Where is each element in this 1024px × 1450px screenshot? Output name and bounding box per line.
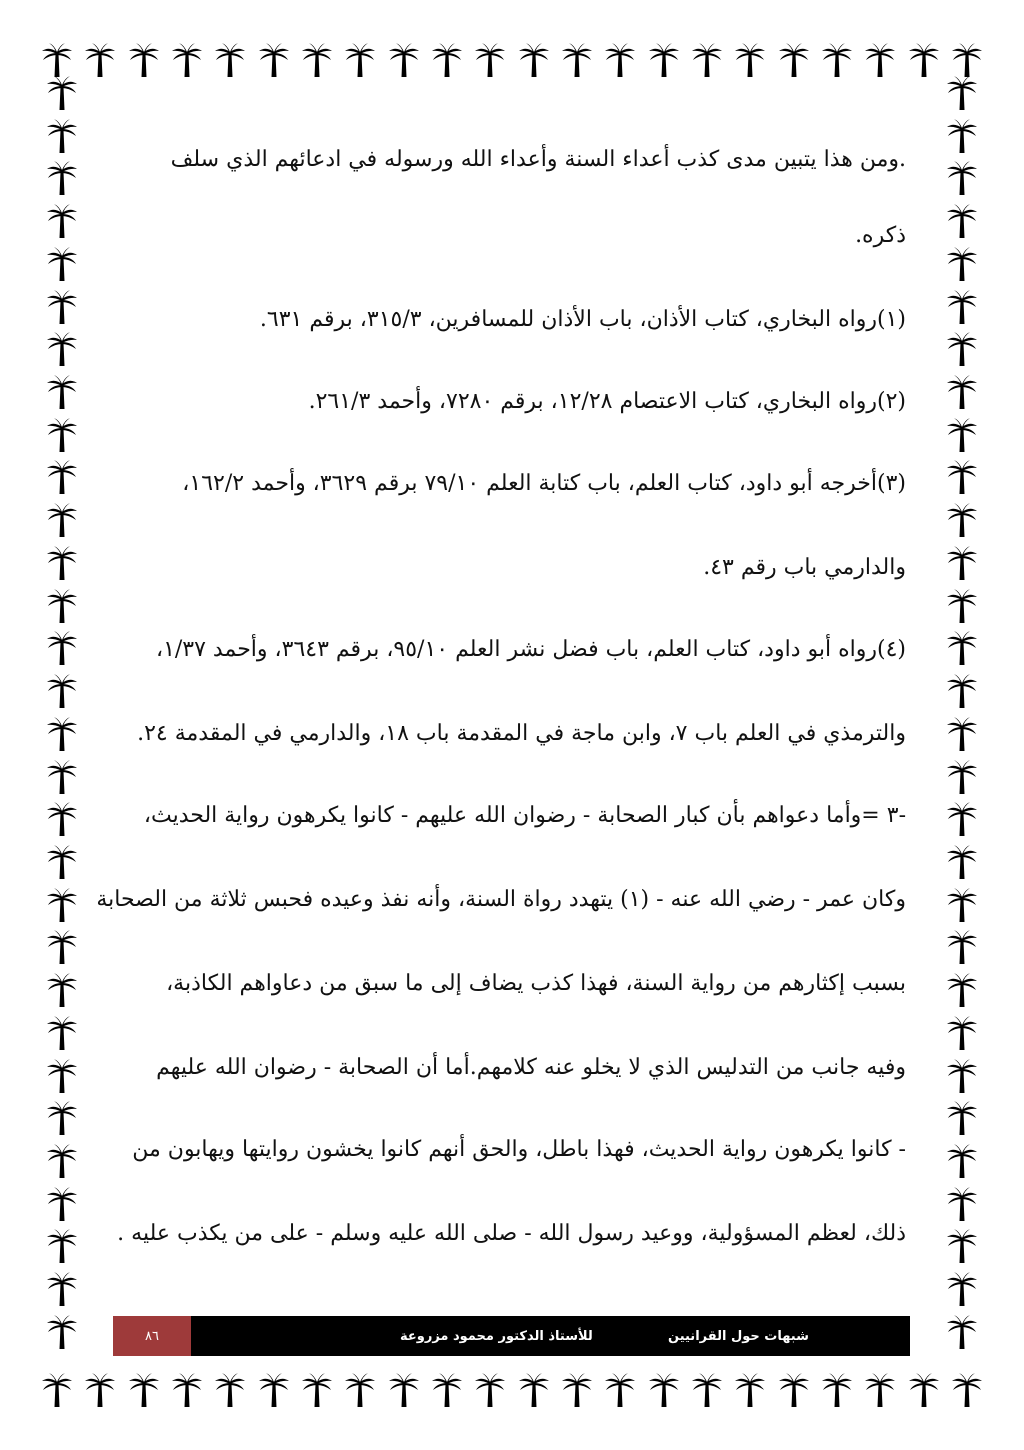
palm-tree-icon bbox=[45, 160, 79, 196]
palm-tree-icon bbox=[45, 588, 79, 624]
palm-tree-icon bbox=[945, 929, 979, 965]
palm-tree-icon bbox=[945, 1271, 979, 1307]
palm-tree-icon bbox=[387, 42, 421, 78]
palm-tree-icon bbox=[945, 160, 979, 196]
palm-tree-icon bbox=[517, 1372, 551, 1408]
text-line: وكان عمر - رضي الله عنه - (١) يتهدد رواة السنة، وأنه نفذ وعيده فحبس ثلاثة من الصحابة bbox=[96, 887, 906, 912]
palm-tree-icon bbox=[45, 459, 79, 495]
footnote-3-cont: والدارمي باب رقم ٤٣. bbox=[703, 555, 906, 580]
palm-tree-icon bbox=[45, 246, 79, 282]
palm-tree-icon bbox=[213, 1372, 247, 1408]
palm-tree-icon bbox=[127, 1372, 161, 1408]
palm-tree-icon bbox=[257, 42, 291, 78]
palm-tree-icon bbox=[45, 289, 79, 325]
palm-tree-icon bbox=[213, 42, 247, 78]
footer-book-title: شبهات حول القرانيين bbox=[668, 1328, 809, 1344]
palm-tree-icon bbox=[945, 118, 979, 154]
palm-tree-icon bbox=[300, 42, 334, 78]
palm-tree-icon bbox=[45, 1314, 79, 1350]
palm-tree-icon bbox=[945, 1186, 979, 1222]
palm-tree-icon bbox=[257, 1372, 291, 1408]
palm-tree-icon bbox=[45, 1058, 79, 1094]
palm-tree-icon bbox=[45, 75, 79, 111]
palm-tree-icon bbox=[647, 1372, 681, 1408]
palm-tree-icon bbox=[945, 630, 979, 666]
footnote-1: (١)رواه البخاري، كتاب الأذان، باب الأذان للمسافرين، ٣١٥/٣، برقم ٦٣١. bbox=[259, 307, 906, 332]
palm-tree-icon bbox=[517, 42, 551, 78]
palm-tree-icon bbox=[647, 42, 681, 78]
palm-tree-icon bbox=[945, 1100, 979, 1136]
palm-tree-icon bbox=[45, 374, 79, 410]
palm-tree-icon bbox=[820, 42, 854, 78]
palm-tree-icon bbox=[603, 42, 637, 78]
palm-tree-icon bbox=[45, 929, 79, 965]
palm-tree-icon bbox=[945, 759, 979, 795]
palm-tree-icon bbox=[945, 417, 979, 453]
palm-tree-icon bbox=[83, 1372, 117, 1408]
palm-tree-icon bbox=[45, 118, 79, 154]
palm-tree-icon bbox=[690, 1372, 724, 1408]
palm-tree-icon bbox=[45, 417, 79, 453]
palm-tree-icon bbox=[945, 844, 979, 880]
palm-tree-icon bbox=[945, 502, 979, 538]
palm-tree-icon bbox=[945, 1228, 979, 1264]
palm-tree-icon bbox=[950, 1372, 984, 1408]
page-footer bbox=[113, 1316, 910, 1356]
text-line: ذكره. bbox=[855, 223, 906, 248]
palm-tree-icon bbox=[45, 1271, 79, 1307]
palm-tree-icon bbox=[45, 887, 79, 923]
palm-tree-icon bbox=[863, 42, 897, 78]
palm-tree-icon bbox=[950, 42, 984, 78]
palm-tree-icon bbox=[945, 246, 979, 282]
palm-tree-icon bbox=[945, 545, 979, 581]
text-line: - كانوا يكرهون رواية الحديث، فهذا باطل، والحق أنهم كانوا يخشون روايتها ويهابون من bbox=[132, 1137, 906, 1162]
text-line: -٣ =وأما دعواهم بأن كبار الصحابة - رضوان الله عليهم - كانوا يكرهون رواية الحديث، bbox=[143, 803, 906, 828]
palm-tree-icon bbox=[45, 203, 79, 239]
palm-tree-icon bbox=[430, 42, 464, 78]
palm-tree-icon bbox=[733, 1372, 767, 1408]
palm-tree-icon bbox=[45, 1143, 79, 1179]
palm-tree-icon bbox=[945, 801, 979, 837]
palm-tree-icon bbox=[343, 42, 377, 78]
palm-tree-icon bbox=[820, 1372, 854, 1408]
palm-tree-icon bbox=[945, 75, 979, 111]
border-left bbox=[42, 75, 82, 1350]
palm-tree-icon bbox=[45, 759, 79, 795]
palm-tree-icon bbox=[45, 972, 79, 1008]
palm-tree-icon bbox=[777, 1372, 811, 1408]
palm-tree-icon bbox=[45, 1186, 79, 1222]
text-line: ذلك، لعظم المسؤولية، ووعيد رسول الله - صلى الله عليه وسلم - على من يكذب عليه . bbox=[117, 1221, 906, 1246]
palm-tree-icon bbox=[690, 42, 724, 78]
palm-tree-icon bbox=[945, 331, 979, 367]
text-line: وفيه جانب من التدليس الذي لا يخلو عنه كلامهم.أما أن الصحابة - رضوان الله عليهم bbox=[156, 1055, 906, 1080]
palm-tree-icon bbox=[45, 502, 79, 538]
palm-tree-icon bbox=[603, 1372, 637, 1408]
palm-tree-icon bbox=[945, 972, 979, 1008]
palm-tree-icon bbox=[45, 1015, 79, 1051]
palm-tree-icon bbox=[45, 1228, 79, 1264]
border-bottom bbox=[40, 1370, 984, 1410]
palm-tree-icon bbox=[945, 203, 979, 239]
palm-tree-icon bbox=[945, 1143, 979, 1179]
palm-tree-icon bbox=[83, 42, 117, 78]
palm-tree-icon bbox=[560, 42, 594, 78]
palm-tree-icon bbox=[170, 1372, 204, 1408]
palm-tree-icon bbox=[45, 716, 79, 752]
palm-tree-icon bbox=[945, 459, 979, 495]
palm-tree-icon bbox=[907, 42, 941, 78]
border-right bbox=[942, 75, 982, 1350]
palm-tree-icon bbox=[45, 673, 79, 709]
text-line: .ومن هذا يتبين مدى كذب أعداء السنة وأعداء الله ورسوله في ادعائهم الذي سلف bbox=[170, 147, 906, 172]
palm-tree-icon bbox=[907, 1372, 941, 1408]
border-top bbox=[40, 40, 984, 80]
palm-tree-icon bbox=[945, 374, 979, 410]
palm-tree-icon bbox=[45, 630, 79, 666]
palm-tree-icon bbox=[300, 1372, 334, 1408]
footnote-4-cont: والترمذي في العلم باب ٧، وابن ماجة في المقدمة باب ١٨، والدارمي في المقدمة ٢٤. bbox=[137, 721, 906, 746]
footer-author: للأستاذ الدكتور محمود مزروعة bbox=[400, 1328, 593, 1344]
palm-tree-icon bbox=[45, 545, 79, 581]
palm-tree-icon bbox=[733, 42, 767, 78]
palm-tree-icon bbox=[473, 1372, 507, 1408]
palm-tree-icon bbox=[945, 673, 979, 709]
palm-tree-icon bbox=[945, 1314, 979, 1350]
palm-tree-icon bbox=[430, 1372, 464, 1408]
palm-tree-icon bbox=[945, 887, 979, 923]
footnote-2: (٢)رواه البخاري، كتاب الاعتصام ١٢/٢٨، برقم ٧٢٨٠، وأحمد ٢٦١/٣. bbox=[308, 389, 906, 414]
palm-tree-icon bbox=[45, 844, 79, 880]
palm-tree-icon bbox=[945, 1015, 979, 1051]
palm-tree-icon bbox=[45, 1100, 79, 1136]
palm-tree-icon bbox=[40, 42, 74, 78]
palm-tree-icon bbox=[170, 42, 204, 78]
palm-tree-icon bbox=[945, 716, 979, 752]
page-number: ٨٦ bbox=[113, 1316, 191, 1356]
palm-tree-icon bbox=[45, 331, 79, 367]
palm-tree-icon bbox=[863, 1372, 897, 1408]
palm-tree-icon bbox=[945, 1058, 979, 1094]
footnote-4: (٤)رواه أبو داود، كتاب العلم، باب فضل نشر العلم ٩٥/١٠، برقم ٣٦٤٣، وأحمد ١/٣٧، bbox=[155, 637, 906, 662]
palm-tree-icon bbox=[343, 1372, 377, 1408]
footnote-3: (٣)أخرجه أبو داود، كتاب العلم، باب كتابة العلم ٧٩/١٠ برقم ٣٦٢٩، وأحمد ١٦٢/٢، bbox=[182, 471, 906, 496]
text-line: بسبب إكثارهم من رواية السنة، فهذا كذب يضاف إلى ما سبق من دعاواهم الكاذبة، bbox=[166, 971, 906, 996]
palm-tree-icon bbox=[945, 289, 979, 325]
palm-tree-icon bbox=[127, 42, 161, 78]
palm-tree-icon bbox=[40, 1372, 74, 1408]
palm-tree-icon bbox=[945, 588, 979, 624]
palm-tree-icon bbox=[473, 42, 507, 78]
palm-tree-icon bbox=[560, 1372, 594, 1408]
palm-tree-icon bbox=[45, 801, 79, 837]
palm-tree-icon bbox=[777, 42, 811, 78]
palm-tree-icon bbox=[387, 1372, 421, 1408]
